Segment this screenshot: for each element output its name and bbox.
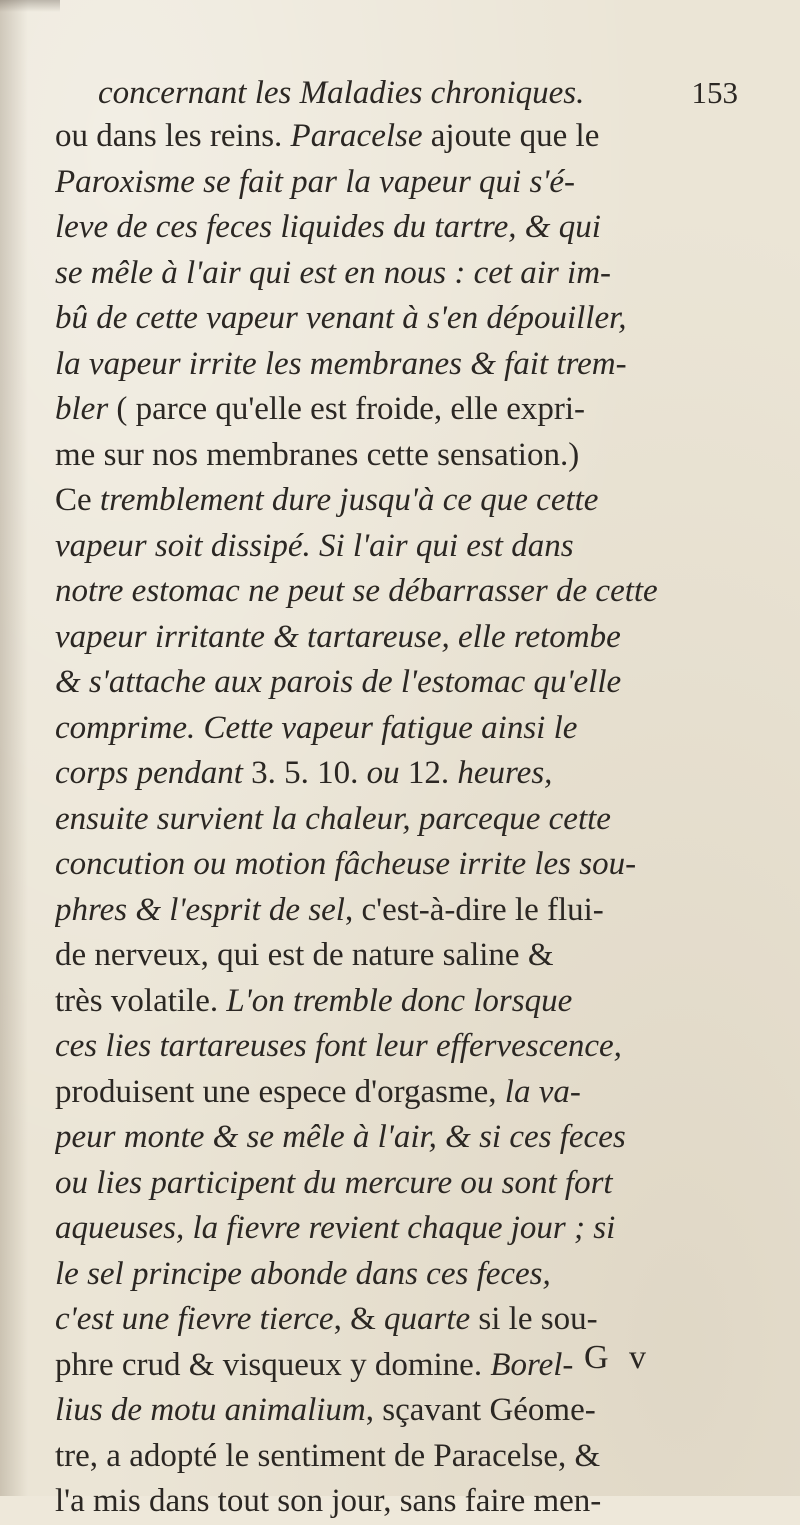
- text-segment: l'a mis dans tout son jour, sans faire men-: [55, 1483, 602, 1519]
- text-segment: L'on tremble donc lorsque: [226, 982, 573, 1019]
- text-segment: bû de cette vapeur venant à s'en dépouiller,: [55, 300, 627, 336]
- text-segment: très volatile.: [55, 982, 227, 1019]
- text-segment: , &: [333, 1301, 384, 1337]
- text-segment: me sur nos membranes cette sensation.): [55, 436, 580, 473]
- text-segment: Borel-: [490, 1346, 574, 1383]
- text-segment: leve de ces feces liquides du tartre, & qui: [55, 209, 601, 245]
- text-line: [55, 569, 747, 615]
- text-segment: vapeur irritante & tartareuse, elle retombe: [55, 618, 621, 655]
- text-line: [55, 1115, 747, 1161]
- text-line: [55, 1388, 747, 1434]
- page-edge-shadow: [0, 0, 60, 12]
- text-line: [55, 1434, 747, 1480]
- text-line: [55, 751, 747, 797]
- text-segment: 12.: [407, 755, 458, 791]
- text-segment: Paracelse: [290, 118, 423, 154]
- text-segment: se mêle à l'air qui est en nous : cet air im-: [55, 254, 612, 291]
- text-line: [55, 205, 747, 251]
- text-segment: bler: [55, 391, 109, 427]
- signature-mark: G v: [584, 1339, 653, 1376]
- text-segment: comprime. Cette vapeur fatigue ainsi le: [55, 709, 578, 746]
- text-segment: phres & l'esprit de sel: [55, 891, 345, 928]
- text-segment: ou dans les reins.: [55, 118, 291, 154]
- text-line: [55, 797, 747, 843]
- text-segment: ou lies participent du mercure ou sont fort: [55, 1164, 613, 1201]
- text-segment: la va-: [504, 1073, 581, 1110]
- text-line: [55, 478, 747, 524]
- text-line: [55, 979, 747, 1025]
- text-line: [55, 842, 747, 888]
- body-text: [55, 114, 747, 1525]
- gutter-shadow: [0, 0, 28, 1496]
- text-segment: 3. 5. 10.: [251, 755, 367, 791]
- text-segment: si le sou-: [470, 1301, 598, 1337]
- running-header: [98, 70, 738, 116]
- text-segment: ensuite survient la chaleur, parceque cette: [55, 800, 611, 837]
- text-line: [55, 660, 747, 706]
- text-segment: notre estomac ne peut se débarrasser de cette: [55, 573, 658, 609]
- text-line: [55, 296, 747, 342]
- text-segment: concution ou motion fâcheuse irrite les sou-: [55, 846, 637, 882]
- text-line: [55, 1070, 747, 1116]
- text-segment: aqueuses, la fievre revient chaque jour ; si: [55, 1210, 616, 1246]
- text-line: [55, 706, 747, 752]
- text-segment: vapeur soit dissipé. Si l'air qui est dans: [55, 527, 574, 564]
- text-segment: tre, a adopté le sentiment de Paracelse, &: [55, 1437, 601, 1474]
- text-segment: quarte: [383, 1301, 471, 1337]
- text-segment: ( parce qu'elle est froide, elle expri-: [108, 391, 586, 427]
- text-line: [55, 1252, 747, 1298]
- text-segment: ces lies tartareuses font leur effervescence,: [55, 1028, 622, 1064]
- text-segment: de nerveux, qui est de nature saline &: [55, 937, 554, 973]
- text-segment: corps pendant: [55, 755, 252, 791]
- text-segment: le sel principe abonde dans ces feces,: [55, 1255, 551, 1292]
- text-line: [55, 1206, 747, 1252]
- text-segment: heures,: [457, 755, 553, 791]
- text-segment: , sçavant Géome-: [365, 1392, 596, 1428]
- text-segment: produisent une espece d'orgasme,: [55, 1073, 505, 1110]
- text-line: [55, 933, 747, 979]
- text-segment: la vapeur irrite les membranes & fait trem-: [55, 345, 627, 382]
- text-line: [55, 114, 747, 160]
- text-line: [55, 888, 747, 934]
- text-segment: , c'est-à-dire le flui-: [344, 891, 604, 928]
- text-line: [55, 615, 747, 661]
- text-segment: lius de motu animalium: [55, 1392, 366, 1428]
- text-line: [55, 160, 747, 206]
- text-segment: c'est une fievre tierce: [55, 1301, 334, 1337]
- text-segment: ou: [366, 755, 408, 791]
- text-line: [55, 342, 747, 388]
- text-line: [55, 251, 747, 297]
- text-segment: phre crud & visqueux y domine.: [55, 1346, 491, 1383]
- running-title: concernant les Maladies chroniques.: [98, 75, 585, 111]
- text-segment: ajoute que le: [422, 118, 600, 154]
- text-line: [55, 524, 747, 570]
- text-line: [55, 387, 747, 433]
- text-segment: tremblement dure jusqu'à ce que cette: [99, 482, 599, 518]
- text-segment: peur monte & se mêle à l'air, & si ces feces: [55, 1119, 626, 1155]
- text-segment: Paroxisme se fait par la vapeur qui s'é-: [55, 163, 576, 200]
- text-segment: & s'attache aux parois de l'estomac qu'elle: [55, 664, 622, 700]
- text-segment: Ce: [55, 482, 100, 518]
- text-line: [55, 1479, 747, 1525]
- page-number: 153: [691, 75, 738, 110]
- text-line: [55, 433, 747, 479]
- text-line: [55, 1024, 747, 1070]
- text-line: [55, 1161, 747, 1207]
